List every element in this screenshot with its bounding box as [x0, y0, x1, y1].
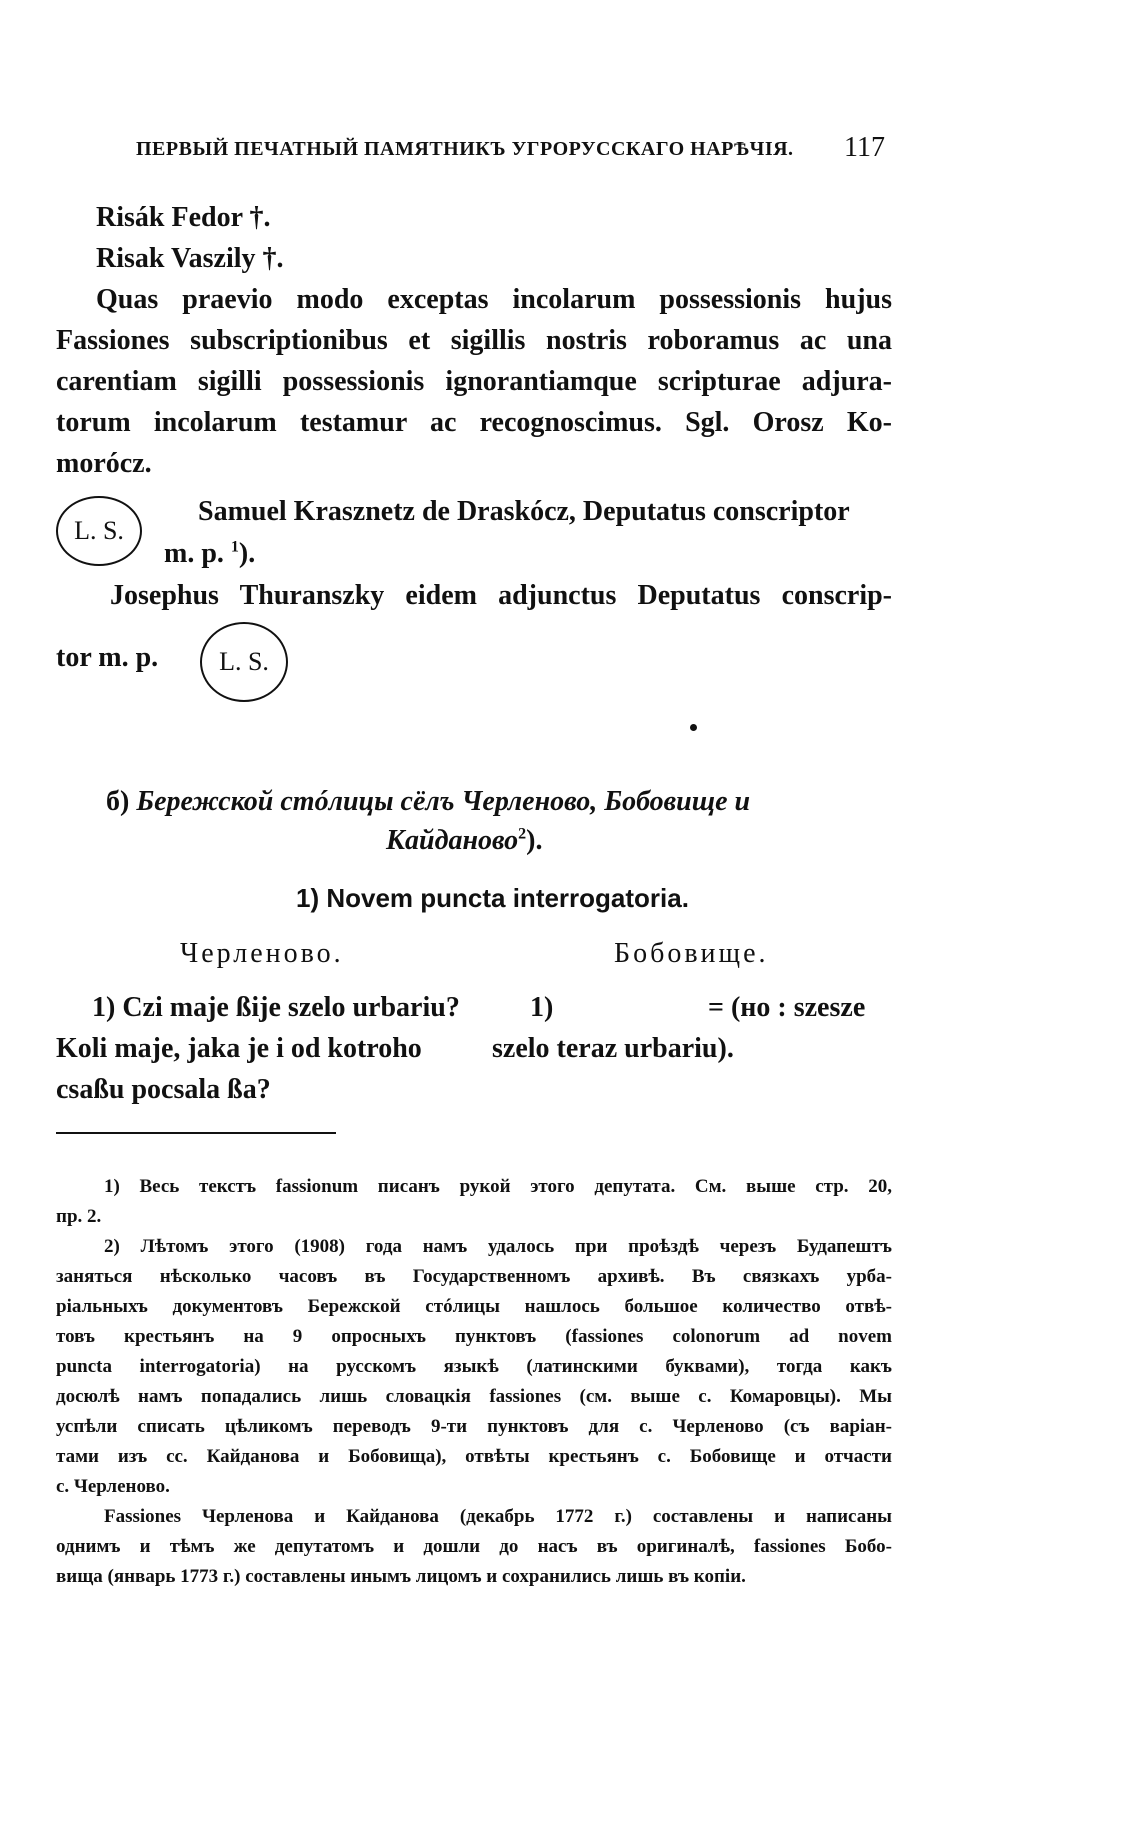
body-line-3: carentiam sigilli possessionis ignorantiamque scripturae adjura-: [56, 366, 892, 397]
page-number: 117: [844, 132, 885, 163]
cherlenovo-line-1: 1) Czi maje ßije szelo urbariu?: [92, 992, 460, 1023]
body-line-2: Fassiones subscriptionibus et sigillis nostris roboramus ac una: [56, 325, 892, 356]
section-title-close: ).: [526, 825, 543, 856]
subheading: 1) Novem puncta interrogatoria.: [296, 883, 689, 913]
footnote-2-line-1: 2) Лѣтомъ этого (1908) года намъ удалось при проѣздѣ черезъ Будапештъ: [104, 1236, 892, 1257]
signature-risak-fedor: Risák Fedor †.: [96, 202, 271, 233]
section-title-line-1: Бережской стóлицы сёлъ Черленово, Бобовище и: [136, 786, 751, 817]
thuranszky-line-1: Josephus Thuranszky eidem adjunctus Deputatus conscrip-: [110, 580, 892, 611]
cherlenovo-line-2: Koli maje, jaka je i od kotroho: [56, 1033, 422, 1064]
footnote-1-line-1: 1) Весь текстъ fassionum писанъ рукой этого депутата. См. выше стр. 20,: [104, 1176, 892, 1197]
cherlenovo-line-3: csaßu pocsala ßa?: [56, 1074, 271, 1105]
footnote-2-line-5: puncta interrogatoria) на русскомъ языкѣ (латинскими буквами), тогда какъ: [56, 1356, 892, 1377]
seal-label: L. S.: [74, 516, 124, 545]
column-heading-bobovishche: Бобовище.: [614, 938, 769, 969]
bobovishche-line-1-number: 1): [530, 992, 554, 1023]
column-heading-cherlenovo: Черленово.: [180, 938, 344, 969]
krasznetz-close: ).: [238, 538, 256, 569]
footnote-ref-1: 1: [230, 538, 239, 556]
footnote-2-line-2: заняться нѣсколько часовъ въ Государственномъ архивѣ. Въ связкахъ урба-: [56, 1266, 892, 1287]
seal-label: L. S.: [219, 647, 269, 676]
body-line-4: torum incolarum testamur ac recognoscimus. Sgl. Orosz Ko-: [56, 407, 892, 438]
krasznetz-mp: m. p.: [164, 538, 224, 569]
print-speck: [690, 724, 697, 731]
thuranszky-line-2: tor m. p.: [56, 642, 159, 673]
footnote-3-line-2: однимъ и тѣмъ же депутатомъ и дошли до насъ въ оригиналѣ, fassiones Бобо-: [56, 1536, 892, 1557]
krasznetz-signature-line-2: [164, 538, 255, 570]
krasznetz-signature-line-1: Samuel Krasznetz de Draskócz, Deputatus conscriptor: [198, 496, 850, 527]
section-heading-line-2: [386, 825, 542, 857]
signature-risak-vaszily: Risak Vaszily †.: [96, 243, 284, 274]
seal-ls-2: [200, 622, 288, 702]
section-title-line-2: Кайданово: [386, 825, 519, 856]
footnote-3-line-1: Fassiones Черленова и Кайданова (декабрь 1772 г.) составлены и написаны: [104, 1506, 892, 1527]
body-line-5: morócz.: [56, 448, 152, 479]
footnote-2-line-9: с. Черленово.: [56, 1476, 170, 1497]
footnote-1-line-2: пр. 2.: [56, 1206, 102, 1227]
section-heading-line-1: [106, 786, 750, 818]
bobovishche-line-2: szelo teraz urbariu).: [492, 1033, 734, 1064]
footnote-ref-2: 2: [518, 825, 527, 843]
footnote-2-line-8: тами изъ сс. Кайданова и Бобовища), отвѣты крестьянъ с. Бобовище и отчасти: [56, 1446, 892, 1467]
footnote-2-line-4: товъ крестьянъ на 9 опросныхъ пунктовъ (fassiones colonorum ad novem: [56, 1326, 892, 1347]
footnote-2-line-3: ріальныхъ документовъ Бережской стóлицы нашлось большое количество отвѣ-: [56, 1296, 892, 1317]
running-title: ПЕРВЫЙ ПЕЧАТНЫЙ ПАМЯТНИКЪ УГРОРУССКАГО НАРѢЧІЯ.: [136, 138, 794, 160]
footnote-2-line-6: досюлѣ намъ попадались лишь словацкія fassiones (см. выше с. Комаровцы). Мы: [56, 1386, 892, 1407]
footnote-3-line-3: вища (январь 1773 г.) составлены инымъ лицомъ и сохранились лишь въ копіи.: [56, 1566, 746, 1587]
section-letter: б): [106, 786, 130, 817]
bobovishche-line-1-text: = (но : szesze: [708, 992, 866, 1023]
seal-ls-1: [56, 496, 142, 566]
footnote-2-line-7: успѣли списать цѣликомъ переводъ 9-ти пунктовъ для с. Черленово (съ варіан-: [56, 1416, 892, 1437]
footnote-separator: [56, 1132, 336, 1134]
body-line-1: Quas praevio modo exceptas incolarum possessionis hujus: [96, 284, 892, 315]
